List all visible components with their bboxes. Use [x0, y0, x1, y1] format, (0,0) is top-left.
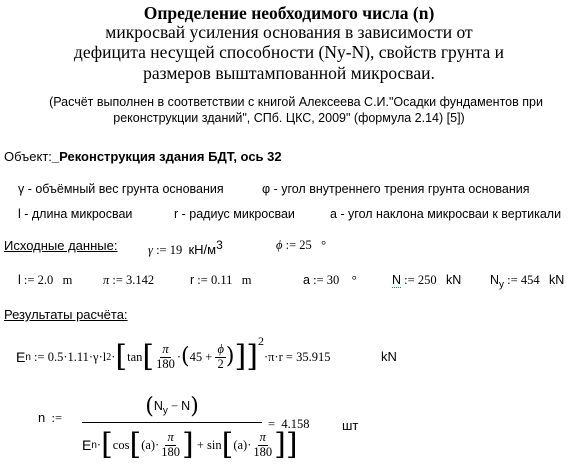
phi-unit: °	[321, 238, 327, 252]
En-tail: ·π·r	[263, 349, 283, 364]
En-45: 45	[189, 349, 203, 364]
a-unit: °	[351, 273, 357, 287]
title-line-3: дефицита несущей способности (Ny-N), свойств грунта и	[73, 42, 505, 62]
En-symbol: E	[16, 349, 26, 365]
n-sin-dot: ·	[247, 437, 252, 452]
Ny-value: 454	[520, 273, 540, 287]
Ny-sub: y	[499, 279, 505, 291]
n-cos: cos	[112, 437, 130, 452]
En-phi-over-2	[215, 343, 225, 370]
n-den-open-bracket: [	[101, 427, 113, 462]
n-assign: :=	[51, 411, 63, 425]
N-symbol: N	[392, 273, 402, 287]
object-value: _Реконструкция здания БДТ, ось 32	[51, 149, 282, 164]
n-cos-close: ]	[181, 427, 194, 462]
pi-symbol: π	[103, 273, 110, 287]
En-plus: +	[205, 349, 213, 364]
En-pi: π	[162, 342, 169, 357]
En-pi-over-180	[154, 343, 177, 370]
n-den-close-bracket: ]	[285, 427, 298, 462]
title-line-4: размеров выштампованной микросваи.	[143, 63, 435, 83]
r-unit: m	[241, 273, 252, 287]
n-cos-pi-over-180	[159, 431, 182, 458]
r-symbol: r	[190, 273, 195, 287]
gamma-unit: кН/м	[188, 242, 217, 258]
n-eq: =	[268, 417, 276, 431]
n-num-minus: −	[170, 398, 179, 413]
phi-assign: :=	[285, 238, 297, 252]
legend-a: a - угол наклона микросваи к вертикали	[330, 207, 562, 221]
n-den-E: E	[82, 437, 92, 453]
En-close-bracket-2: ]	[234, 339, 247, 374]
note-line-2: реконструкции зданий", СПб. ЦКС, 2009" (формула 2.14) [5])	[113, 111, 465, 125]
r-assign: :=	[197, 273, 208, 287]
n-sin-pi: π	[259, 430, 266, 445]
pi-assign: :=	[112, 273, 123, 287]
results-heading: Результаты расчёта:	[4, 307, 128, 322]
object-label: Объект:	[4, 149, 52, 164]
En-coef: 0.5·1.11·γ·l	[47, 349, 107, 364]
n-sin-close: ]	[274, 427, 286, 462]
a-symbol: a	[303, 273, 310, 287]
n-sin: sin	[207, 437, 222, 452]
n-cos-a: (a)	[141, 437, 156, 452]
En-eq: =	[285, 349, 293, 364]
input-N	[392, 273, 461, 288]
En-close-bracket: ]	[246, 339, 258, 374]
N-value: 250	[417, 273, 437, 287]
Ny-symbol: N	[490, 273, 500, 287]
En-open-bracket-2: [	[142, 339, 155, 374]
En-open-bracket: [	[115, 339, 128, 374]
En-sub: n	[25, 351, 31, 363]
Ny-unit: kN	[548, 273, 565, 287]
n-denominator: E n · [ cos [ (a) · $\frac{\pi}{180}$ ] + sin [ (a) · $\frac{\pi}{180}$ ] ]	[82, 427, 298, 462]
En-close-paren: )	[225, 344, 235, 369]
l-symbol: l	[18, 273, 21, 287]
legend-l: l - длина микросваи	[18, 207, 133, 221]
input-Ny	[490, 273, 564, 291]
n-sin-a: (a)	[233, 437, 248, 452]
n-num-N2: N	[181, 398, 191, 413]
a-value: 30	[326, 273, 340, 287]
phi-value: 25	[299, 238, 312, 252]
n-cos-180: 180	[161, 444, 180, 459]
r-value: 0.11	[210, 273, 233, 287]
gamma-symbol: γ	[148, 243, 153, 258]
input-gamma	[148, 238, 223, 258]
n-value: 4.158	[281, 417, 310, 431]
n-num-sub: y	[162, 405, 168, 417]
legend-gamma: γ - объёмный вес грунта основания	[18, 182, 224, 196]
En-180: 180	[156, 356, 175, 371]
input-r	[190, 273, 251, 288]
En-l-exp: 2	[106, 351, 112, 363]
n-sin-pi-over-180	[251, 431, 274, 458]
title-line-2: микросвай усиления основания в зависимости от	[105, 22, 473, 42]
input-a	[303, 273, 357, 288]
object-line	[4, 149, 282, 164]
phi-symbol: ϕ	[276, 238, 283, 252]
En-phi: ϕ	[217, 342, 224, 357]
n-num-open-paren: (	[145, 394, 154, 419]
legend-phi: φ - угол внутреннего трения грунта основания	[262, 182, 530, 196]
title-line-1: Определение необходимого числа (n)	[143, 3, 435, 23]
N-assign: :=	[404, 273, 415, 287]
En-assign: :=	[34, 349, 45, 364]
En-2: 2	[217, 356, 224, 371]
l-assign: :=	[23, 273, 35, 287]
n-numerator	[82, 396, 262, 418]
input-phi	[276, 238, 326, 253]
En-unit: kN	[381, 349, 397, 364]
n-num-N: N	[153, 398, 163, 413]
pi-value: 3.142	[126, 273, 155, 287]
legend-r: r - радиус микросваи	[174, 207, 295, 221]
note-line-1: (Расчёт выполнен в соответствии с книгой Алексеева С.И."Осадки фундаментов при	[49, 95, 543, 109]
inputs-heading: Исходные данные:	[4, 238, 118, 253]
a-assign: :=	[313, 273, 324, 287]
l-unit: m	[62, 273, 73, 287]
gamma-assign: :=	[156, 243, 167, 258]
n-symbol: n	[38, 410, 46, 425]
n-den-plus: +	[196, 437, 204, 452]
n-fraction-line	[82, 422, 262, 423]
n-sin-open: [	[221, 427, 234, 462]
N-unit: kN	[445, 273, 462, 287]
n-num-close-paren: )	[190, 394, 199, 419]
n-lhs	[38, 410, 62, 426]
n-sin-180: 180	[253, 444, 273, 459]
n-cos-dot: ·	[155, 437, 160, 452]
En-outer-exp: 2	[257, 334, 264, 348]
formula-En: E n := 0.5·1.11·γ·l 2 · [ tan [ $\frac{\pi}{180}$ · ( 45 + $\frac{\phi}{2}$ ) ] ] 2 ·π·r = 35.915	[16, 334, 331, 374]
gamma-value: 19	[169, 243, 183, 258]
input-l	[18, 273, 72, 288]
n-cos-pi: π	[167, 430, 174, 445]
l-value: 2.0	[37, 273, 54, 287]
En-tan: tan	[127, 349, 143, 364]
En-value: 35.915	[296, 349, 331, 364]
n-result	[268, 417, 309, 432]
gamma-unit-exp: 3	[216, 238, 223, 252]
n-cos-open: [	[129, 427, 142, 462]
Ny-assign: :=	[507, 273, 518, 287]
En-open-paren: (	[181, 344, 190, 369]
n-unit: шт	[342, 418, 359, 433]
n-den-sub: n	[91, 439, 97, 451]
input-pi	[103, 273, 154, 288]
